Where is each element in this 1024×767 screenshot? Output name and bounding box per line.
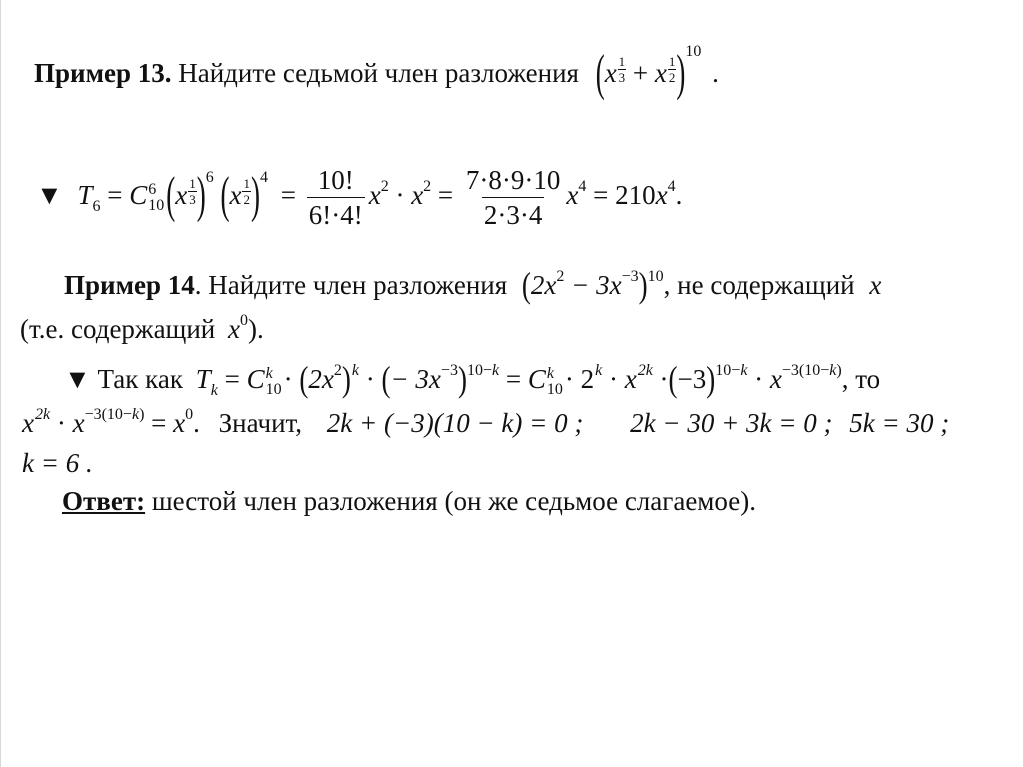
example-13-heading: Пример 13. Найдите седьмой член разложения (x $\frac{1}{3}$ + x $\frac{1}{2}$ )$^{10}$ . bbox=[34, 43, 719, 102]
example-14-heading: Пример 14. Найдите член разложения $(2x^2 - 3x^{-3})^{10}$, не содержащий x bbox=[64, 264, 882, 306]
fraction-product: $\frac{7\cdot 8\cdot 9\cdot 10}{2\cdot 3\cdot 4}$ bbox=[465, 165, 561, 231]
fraction-factorial: $\frac{10!}{6!\cdot 4!}$ bbox=[308, 165, 363, 231]
solution-13: ▼ $T_6 = C$ 6 10 (x $\frac{1}{3}$ )$^6$ (x $\frac{1}{2}$ )$^4$ = $\frac{10!}{6!\cdot 4!}$ $x^2 \cdot x^2$ = $\frac{7\cdot 8\cdot 9\cdot 10}{2\cdot 3\cdot 4}$ $x^4 = 210x^4$. bbox=[36, 165, 683, 231]
example-13-label: Пример 13. bbox=[34, 58, 172, 88]
solution-14-line1: ▼ Так как $T_k = C$ k 10 · $(2x^2)^k$ · (− $3x^{-3})^{10-k} = C$ k 10 · $2^k \cdot x^{2k} \cdot(-3)^{10-k} \cdot x^{-3(10-k)}$, то bbox=[64, 358, 881, 400]
answer bbox=[62, 488, 756, 515]
solution-14-line2: $x^{2k} \cdot x^{-3(10-k)} = x^0$. Значит, 2k + (−3)(10 − k) = 0 ; 2k − 30 + 3k = 0 ; 5k = 30 ; bbox=[22, 406, 950, 438]
answer-label: Ответ: bbox=[62, 486, 146, 516]
example-13-expression: (x $\frac{1}{3}$ + x $\frac{1}{2}$ )$^{10}$ bbox=[595, 43, 702, 102]
example-13-text: Найдите седьмой член разложения bbox=[178, 58, 579, 88]
example-14-label: Пример 14 bbox=[64, 270, 195, 300]
solution-13-marker: ▼ bbox=[36, 180, 63, 211]
solution-14-line3: k = 6 . bbox=[22, 448, 93, 478]
answer-text: шестой член разложения (он же седьмое слагаемое). bbox=[151, 486, 756, 516]
example-14-line2: (т.е. содержащий $x^0$). bbox=[20, 312, 264, 344]
